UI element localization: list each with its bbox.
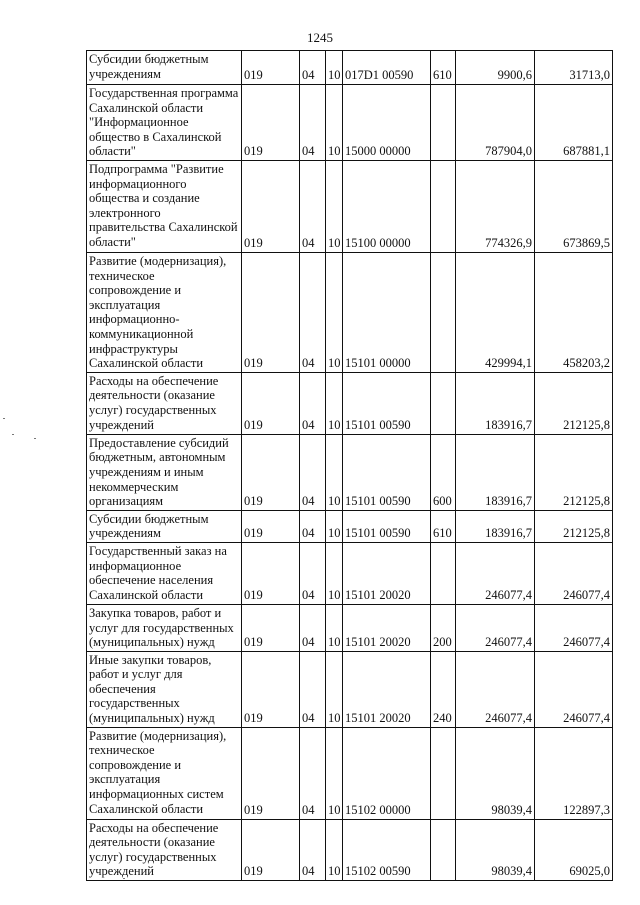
vr-cell <box>431 819 456 880</box>
csr-cell: 15101 20020 <box>343 651 431 727</box>
vr-cell: 240 <box>431 651 456 727</box>
csr-cell: 15101 00590 <box>343 434 431 510</box>
row-name: Расходы на обеспечение деятельности (оказание услуг) государственных учреждений <box>87 819 242 880</box>
sum-2022-cell: 31713,0 <box>535 51 613 85</box>
pr-cell: 10 <box>326 819 343 880</box>
csr-cell: 15100 00000 <box>343 160 431 252</box>
pr-cell: 10 <box>326 651 343 727</box>
rz-cell: 04 <box>300 51 326 85</box>
table-row <box>87 434 613 510</box>
pr-cell: 10 <box>326 510 343 542</box>
rz-cell: 04 <box>300 434 326 510</box>
sum-2021-cell: 246077,4 <box>456 604 535 651</box>
table-row <box>87 372 613 434</box>
grbs-cell: 019 <box>242 85 300 161</box>
rz-cell: 04 <box>300 85 326 161</box>
table-row <box>87 51 613 85</box>
page-number: 1245 <box>307 30 333 45</box>
scan-speck <box>3 418 5 419</box>
table-row <box>87 727 613 819</box>
sum-2022-cell: 687881,1 <box>535 85 613 161</box>
vr-cell <box>431 542 456 604</box>
grbs-cell: 019 <box>242 604 300 651</box>
sum-2021-cell: 246077,4 <box>456 651 535 727</box>
sum-2021-cell: 98039,4 <box>456 727 535 819</box>
pr-cell: 10 <box>326 542 343 604</box>
sum-2022-cell: 246077,4 <box>535 542 613 604</box>
pr-cell: 10 <box>326 604 343 651</box>
sum-2021-cell: 774326,9 <box>456 160 535 252</box>
vr-cell <box>431 85 456 161</box>
sum-2022-cell: 458203,2 <box>535 252 613 372</box>
table-row <box>87 252 613 372</box>
vr-cell <box>431 372 456 434</box>
grbs-cell: 019 <box>242 160 300 252</box>
scan-speck <box>34 438 36 439</box>
table-row <box>87 651 613 727</box>
pr-cell: 10 <box>326 160 343 252</box>
pr-cell: 10 <box>326 51 343 85</box>
csr-cell: 15102 00000 <box>343 727 431 819</box>
sum-2021-cell: 183916,7 <box>456 372 535 434</box>
rz-cell: 04 <box>300 252 326 372</box>
csr-cell: 15101 00590 <box>343 372 431 434</box>
rz-cell: 04 <box>300 542 326 604</box>
vr-cell: 600 <box>431 434 456 510</box>
grbs-cell: 019 <box>242 819 300 880</box>
csr-cell: 15000 00000 <box>343 85 431 161</box>
table-row <box>87 819 613 880</box>
row-name: Государственный заказ на информационное обеспечение населения Сахалинской области <box>87 542 242 604</box>
csr-cell: 15101 00000 <box>343 252 431 372</box>
rz-cell: 04 <box>300 604 326 651</box>
table-row <box>87 160 613 252</box>
rz-cell: 04 <box>300 510 326 542</box>
sum-2021-cell: 98039,4 <box>456 819 535 880</box>
table-row <box>87 542 613 604</box>
grbs-cell: 019 <box>242 727 300 819</box>
pr-cell: 10 <box>326 434 343 510</box>
csr-cell: 017D1 00590 <box>343 51 431 85</box>
table-row <box>87 604 613 651</box>
grbs-cell: 019 <box>242 510 300 542</box>
grbs-cell: 019 <box>242 651 300 727</box>
grbs-cell: 019 <box>242 252 300 372</box>
pr-cell: 10 <box>326 727 343 819</box>
table-row <box>87 510 613 542</box>
vr-cell <box>431 160 456 252</box>
vr-cell <box>431 252 456 372</box>
grbs-cell: 019 <box>242 372 300 434</box>
row-name: Предоставление субсидий бюджетным, автономным учреждениям и иным некоммерческим организациям <box>87 434 242 510</box>
csr-cell: 15102 00590 <box>343 819 431 880</box>
scan-speck <box>123 878 125 879</box>
sum-2021-cell: 246077,4 <box>456 542 535 604</box>
sum-2021-cell: 183916,7 <box>456 510 535 542</box>
grbs-cell: 019 <box>242 51 300 85</box>
scan-speck <box>12 434 14 435</box>
pr-cell: 10 <box>326 372 343 434</box>
row-name: Закупка товаров, работ и услуг для государственных (муниципальных) нужд <box>87 604 242 651</box>
vr-cell <box>431 727 456 819</box>
rz-cell: 04 <box>300 819 326 880</box>
csr-cell: 15101 00590 <box>343 510 431 542</box>
table-row <box>87 85 613 161</box>
sum-2022-cell: 212125,8 <box>535 510 613 542</box>
pr-cell: 10 <box>326 85 343 161</box>
csr-cell: 15101 20020 <box>343 604 431 651</box>
budget-table <box>86 50 613 881</box>
rz-cell: 04 <box>300 160 326 252</box>
sum-2022-cell: 69025,0 <box>535 819 613 880</box>
vr-cell: 610 <box>431 510 456 542</box>
row-name: Иные закупки товаров, работ и услуг для обеспечения государственных (муниципальных) нужд <box>87 651 242 727</box>
vr-cell: 200 <box>431 604 456 651</box>
sum-2021-cell: 183916,7 <box>456 434 535 510</box>
sum-2021-cell: 429994,1 <box>456 252 535 372</box>
row-name: Субсидии бюджетным учреждениям <box>87 51 242 85</box>
rz-cell: 04 <box>300 651 326 727</box>
csr-cell: 15101 20020 <box>343 542 431 604</box>
sum-2021-cell: 787904,0 <box>456 85 535 161</box>
row-name: Подпрограмма "Развитие информационного общества и создание электронного правительства Сахалинской области" <box>87 160 242 252</box>
grbs-cell: 019 <box>242 542 300 604</box>
sum-2021-cell: 9900,6 <box>456 51 535 85</box>
rz-cell: 04 <box>300 372 326 434</box>
row-name: Субсидии бюджетным учреждениям <box>87 510 242 542</box>
sum-2022-cell: 246077,4 <box>535 604 613 651</box>
rz-cell: 04 <box>300 727 326 819</box>
pr-cell: 10 <box>326 252 343 372</box>
row-name: Развитие (модернизация), техническое сопровождение и эксплуатация информационно-коммуникационной инфраструктуры Сахалинской области <box>87 252 242 372</box>
sum-2022-cell: 212125,8 <box>535 372 613 434</box>
sum-2022-cell: 246077,4 <box>535 651 613 727</box>
sum-2022-cell: 212125,8 <box>535 434 613 510</box>
row-name: Государственная программа Сахалинской области "Информационное общество в Сахалинской области" <box>87 85 242 161</box>
row-name: Расходы на обеспечение деятельности (оказание услуг) государственных учреждений <box>87 372 242 434</box>
sum-2022-cell: 673869,5 <box>535 160 613 252</box>
vr-cell: 610 <box>431 51 456 85</box>
sum-2022-cell: 122897,3 <box>535 727 613 819</box>
grbs-cell: 019 <box>242 434 300 510</box>
row-name: Развитие (модернизация), техническое сопровождение и эксплуатация информационных систем Сахалинской области <box>87 727 242 819</box>
